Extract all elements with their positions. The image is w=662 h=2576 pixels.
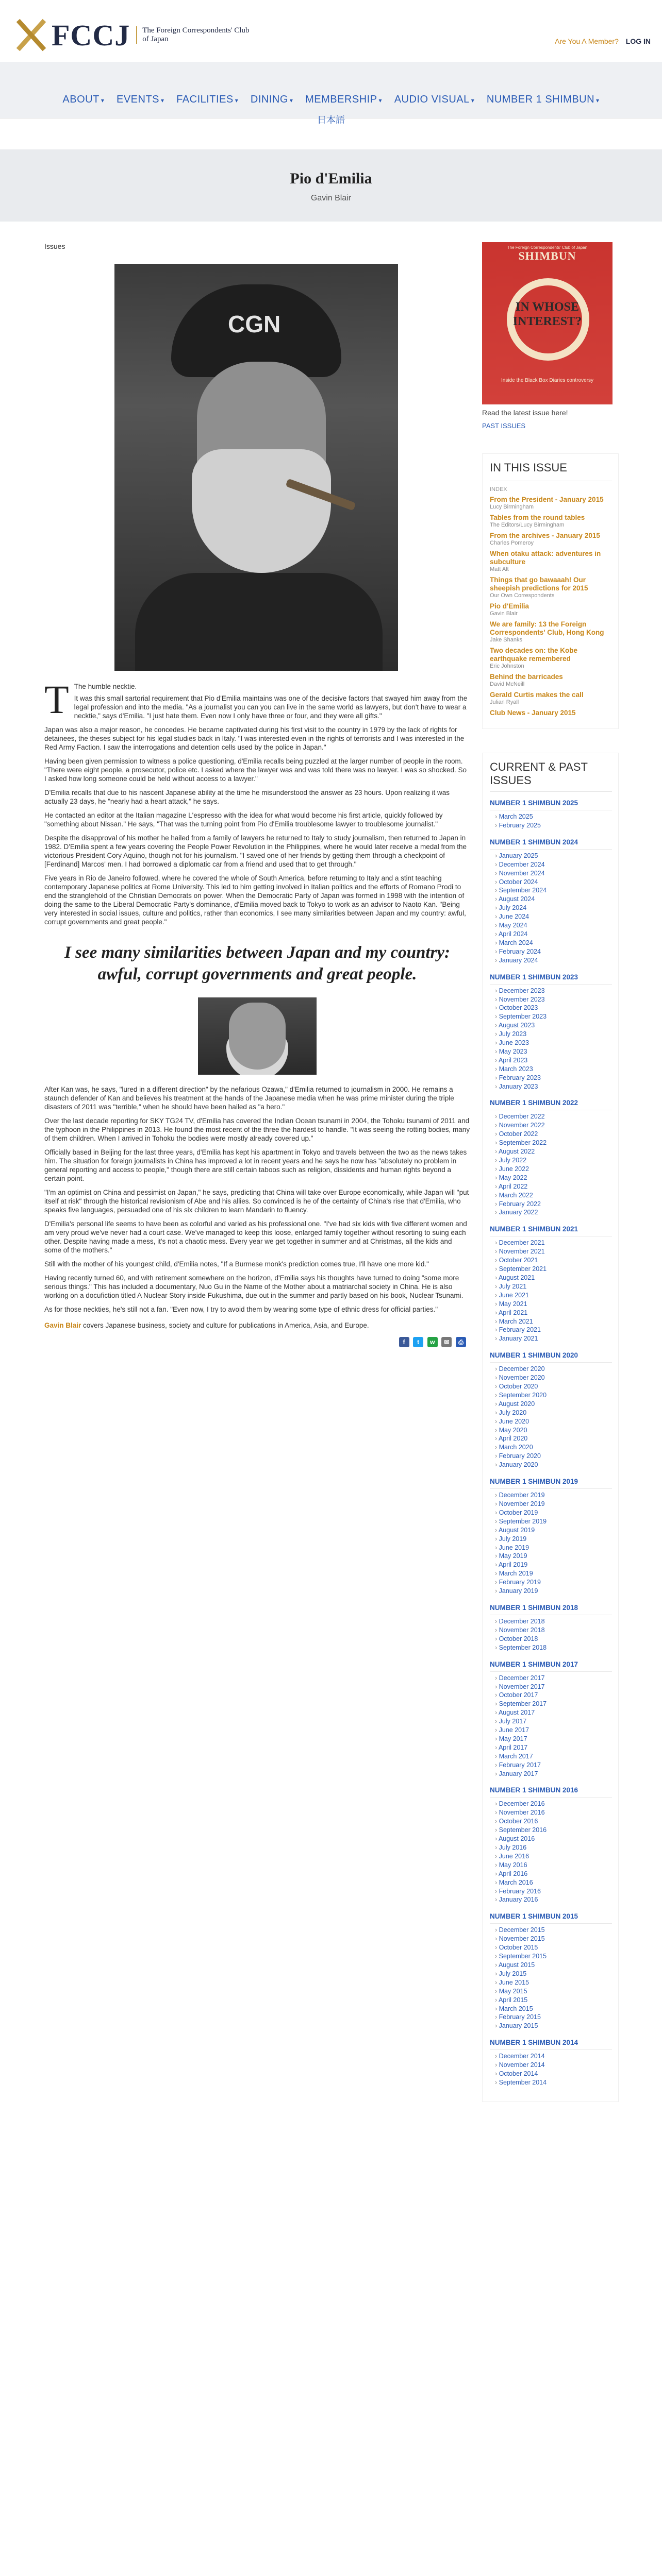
chevron-down-icon: ▾ [289, 97, 293, 104]
toc-item[interactable] [490, 496, 612, 511]
issue-month-link[interactable]: › January 2019 [490, 1587, 612, 1596]
secondary-photo [198, 997, 317, 1075]
issue-month-link[interactable]: › March 2015 [490, 2005, 612, 2013]
issue-month-link[interactable]: › December 2021 [490, 1239, 612, 1247]
issue-month-link[interactable]: › October 2024 [490, 878, 612, 887]
toc-item-author: David McNeill [490, 681, 525, 687]
issue-month-link[interactable]: › September 2023 [490, 1012, 612, 1021]
issue-year-link[interactable]: NUMBER 1 SHIMBUN 2018 [490, 1602, 612, 1615]
issue-month-link[interactable]: › April 2020 [490, 1434, 612, 1443]
main-nav [0, 62, 662, 125]
toc-item[interactable] [490, 691, 612, 706]
issue-month-link[interactable]: › July 2019 [490, 1535, 612, 1544]
paragraph: As for those neckties, he's still not a fan. "Even now, I try to avoid them by wearing some type of ethnic dress for official parties." [44, 1306, 438, 1313]
page-title: Pio d'Emilia [290, 170, 372, 187]
toc-item-author: Matt Alt [490, 566, 509, 572]
toc-item-author: Julian Ryall [490, 699, 519, 705]
issue-month-link[interactable]: › June 2015 [490, 1978, 612, 1987]
issue-month-link[interactable]: › November 2017 [490, 1683, 612, 1691]
issue-month-link[interactable]: › November 2023 [490, 995, 612, 1004]
issue-month-link[interactable]: › July 2015 [490, 1970, 612, 1978]
issue-year-group [490, 1097, 612, 1217]
logo-text: FCCJ [52, 18, 130, 52]
issue-month-link[interactable]: › February 2025 [490, 821, 612, 830]
toc-item[interactable] [490, 576, 612, 599]
issue-month-link[interactable]: › August 2020 [490, 1400, 612, 1409]
toc-item-author: Gavin Blair [490, 611, 518, 617]
issue-month-link[interactable]: › December 2016 [490, 1800, 612, 1808]
paragraph: D'Emilia recalls that due to his nascent Japanese ability at the time he misunderstood the answer as 23 hours. Upon realizing it was actually 23 days, he "nearly had a heart attack," he says. [44, 789, 450, 805]
issue-month-link[interactable]: › November 2024 [490, 869, 612, 878]
issue-month-link[interactable]: › May 2022 [490, 1174, 612, 1182]
nav-facilities[interactable]: FACILITIES ▾ [176, 94, 239, 105]
in-this-issue-box [482, 453, 619, 729]
issue-month-link[interactable]: › December 2020 [490, 1365, 612, 1374]
issue-month-link[interactable]: › February 2017 [490, 1761, 612, 1770]
issue-month-link[interactable]: › October 2016 [490, 1817, 612, 1826]
article-author[interactable]: Gavin Blair [310, 194, 352, 202]
print-icon[interactable]: ⎙ [456, 1337, 466, 1347]
issue-month-link[interactable]: › September 2024 [490, 886, 612, 895]
issue-month-link[interactable]: › March 2019 [490, 1569, 612, 1578]
divider [490, 791, 612, 792]
share-bar [44, 1337, 470, 1347]
issue-year-group [490, 1784, 612, 1904]
issue-month-link[interactable]: › July 2022 [490, 1156, 612, 1165]
paragraph: It was this small sartorial requirement that Pio d'Emilia maintains was one of the decisive factors that swayed him away from the legal profession and into the media. "As a journalist you can you can live in the same world as lawyers, but don't have to wear a necktie," says d'Emilia. "I just hate them. Even now I only have three or four, and they were all gifts." [74, 694, 468, 720]
issue-month-link[interactable]: › August 2023 [490, 1021, 612, 1030]
issue-year-link[interactable]: NUMBER 1 SHIMBUN 2025 [490, 797, 612, 810]
sidebar [482, 242, 619, 2102]
toc-item-title[interactable]: Club News - January 2015 [490, 709, 576, 717]
issue-year-group [490, 836, 612, 965]
issue-month-link[interactable]: › March 2017 [490, 1752, 612, 1761]
issue-month-link[interactable]: › June 2017 [490, 1726, 612, 1735]
issue-year-link[interactable]: NUMBER 1 SHIMBUN 2016 [490, 1784, 612, 1798]
issue-month-link[interactable]: › March 2016 [490, 1878, 612, 1887]
issue-month-link[interactable]: › June 2016 [490, 1852, 612, 1861]
issue-month-link[interactable]: › November 2018 [490, 1626, 612, 1635]
toc-list [490, 496, 612, 717]
nav-about[interactable]: ABOUT ▾ [62, 94, 105, 105]
author-note [44, 1321, 470, 1330]
cover-mast-small: The Foreign Correspondents' Club of Japan [507, 245, 588, 250]
issue-year-group [490, 1910, 612, 2030]
issue-month-link[interactable]: › July 2020 [490, 1409, 612, 1417]
first-line: The humble necktie. [74, 683, 137, 690]
toc-item[interactable] [490, 532, 612, 547]
article-main [44, 242, 470, 1347]
drop-cap: T [44, 677, 69, 722]
issue-year-group [490, 1476, 612, 1596]
cover-masthead: SHIMBUN [518, 249, 576, 262]
toc-item[interactable] [490, 647, 612, 670]
issue-year-link[interactable]: NUMBER 1 SHIMBUN 2020 [490, 1349, 612, 1363]
toc-item-title[interactable]: Behind the barricades [490, 673, 563, 681]
toc-item-title[interactable]: Tables from the round tables [490, 514, 585, 521]
toc-item-author: Charles Pomeroy [490, 540, 534, 546]
issue-year-group [490, 1223, 612, 1343]
issue-month-link[interactable]: › November 2014 [490, 2061, 612, 2070]
issue-month-link[interactable]: › February 2024 [490, 947, 612, 956]
issue-month-link[interactable]: › March 2021 [490, 1317, 612, 1326]
issue-month-link[interactable]: › February 2021 [490, 1326, 612, 1334]
issue-month-link[interactable]: › December 2019 [490, 1491, 612, 1500]
opening-paragraph [44, 677, 470, 722]
issue-month-link[interactable]: › June 2020 [490, 1417, 612, 1426]
nav-events[interactable]: EVENTS ▾ [116, 94, 164, 105]
issue-month-link[interactable]: › August 2016 [490, 1835, 612, 1843]
article-titlebar [0, 149, 662, 222]
toc-item[interactable] [490, 709, 612, 717]
issue-month-link[interactable]: › May 2023 [490, 1047, 612, 1056]
chevron-down-icon: ▾ [378, 97, 383, 104]
issue-month-link[interactable]: › December 2018 [490, 1617, 612, 1626]
issue-month-link[interactable]: › October 2021 [490, 1256, 612, 1265]
chevron-down-icon: ▾ [161, 97, 164, 104]
toc-item[interactable] [490, 620, 612, 643]
toc-item-title[interactable]: Two decades on: the Kobe earthquake remembered [490, 647, 578, 663]
issue-month-link[interactable]: › October 2015 [490, 1943, 612, 1952]
paragraph: Still with the mother of his youngest child, d'Emilia notes, "If a Burmese monk's prediction comes true, I'll have one more kid." [44, 1260, 429, 1268]
toc-item-title[interactable]: We are family: 13 the Foreign Correspondents' Club, Hong Kong [490, 620, 604, 636]
in-this-issue-title: IN THIS ISSUE [490, 461, 567, 474]
issue-month-link[interactable]: › May 2016 [490, 1861, 612, 1870]
issue-month-link[interactable]: › February 2019 [490, 1578, 612, 1587]
toc-item-title[interactable]: From the President - January 2015 [490, 496, 604, 503]
paragraph: Having recently turned 60, and with retirement somewhere on the horizon, d'Emilia says his thoughts have turned to doing "some more serious things." This has included a documentary, Nuo Gu in the Name of the Mother about a matriarchal society in China. He is also working on a docufiction titled A Nuclear Story inside Fukushima, due out in the summer and partly based on his book, Nuclear Tsunami. [44, 1274, 464, 1299]
whatsapp-icon[interactable]: w [427, 1337, 438, 1347]
issue-month-link[interactable]: › January 2022 [490, 1208, 612, 1217]
issue-month-link[interactable]: › December 2024 [490, 860, 612, 869]
nav-audio-visual[interactable]: AUDIO VISUAL ▾ [394, 94, 475, 105]
toc-item[interactable] [490, 514, 612, 529]
toc-item-author: Jake Shanks [490, 637, 522, 643]
paragraph: After Kan was, he says, "lured in a different direction" by the nefarious Ozawa," d'Emilia returned to journalism in 2000. He remains a staunch defender of Kan and believes his treatment at the hands of the Japanese media when he was prime minister during the triple disasters of 2011 was "terrible," when he should have been hailed as "a hero." [44, 1086, 454, 1111]
toc-item[interactable] [490, 602, 612, 617]
issue-month-link[interactable]: › April 2022 [490, 1182, 612, 1191]
issue-month-link[interactable]: › August 2021 [490, 1274, 612, 1282]
section-label[interactable]: Issues [44, 242, 65, 250]
issue-year-group [490, 971, 612, 1091]
chevron-down-icon: ▾ [596, 97, 600, 104]
issue-month-link[interactable]: › November 2022 [490, 1121, 612, 1130]
paragraph: He contacted an editor at the Italian magazine L'espresso with the idea for what would become his first article, quickly followed by "something about Nissan." He says, "That was the turning point from Pio d'Emilia troublesome lawyer to troublesome journalist." [44, 811, 443, 828]
member-area [555, 37, 651, 45]
issue-month-link[interactable]: › October 2018 [490, 1635, 612, 1643]
issue-month-link[interactable]: › October 2023 [490, 1004, 612, 1012]
toc-item-author: Eric Johnston [490, 663, 524, 669]
issue-month-link[interactable]: › November 2015 [490, 1935, 612, 1943]
issue-month-link[interactable]: › November 2016 [490, 1808, 612, 1817]
latest-issue-cover[interactable] [482, 242, 619, 404]
nav-dining[interactable]: DINING ▾ [250, 94, 293, 105]
issue-month-link[interactable]: › August 2015 [490, 1961, 612, 1970]
toc-item-title[interactable]: Things that go bawaaah! Our sheepish predictions for 2015 [490, 576, 588, 592]
issue-month-link[interactable]: › April 2021 [490, 1309, 612, 1317]
issue-month-link[interactable]: › September 2021 [490, 1265, 612, 1274]
issue-month-link[interactable]: › September 2022 [490, 1139, 612, 1147]
issue-month-link[interactable]: › August 2024 [490, 895, 612, 904]
issue-year-link[interactable]: NUMBER 1 SHIMBUN 2014 [490, 2037, 612, 2050]
issue-month-link[interactable]: › August 2022 [490, 1147, 612, 1156]
issue-month-link[interactable]: › October 2020 [490, 1382, 612, 1391]
issue-month-link[interactable]: › December 2014 [490, 2052, 612, 2061]
nav-membership[interactable]: MEMBERSHIP ▾ [305, 94, 383, 105]
site-header [0, 0, 662, 62]
issue-month-link[interactable]: › December 2023 [490, 987, 612, 995]
issue-month-link[interactable]: › January 2024 [490, 956, 612, 965]
issue-year-group [490, 797, 612, 830]
twitter-icon[interactable]: t [413, 1337, 423, 1347]
issue-month-link[interactable]: › May 2024 [490, 921, 612, 930]
paragraph: D'Emilia's personal life seems to have been as colorful and varied as his professional one. "I've had six kids with five different women and am very proud we've never had a court case. We've managed to keep this loose, enlarged family together without resorting to suing each other. Despite having made a mess, it's not a chaotic mess. Every year we get together in summer and at Christmas, all the kids and some of the mothers." [44, 1220, 467, 1254]
issue-month-link[interactable]: › January 2020 [490, 1461, 612, 1469]
issue-month-link[interactable]: › April 2019 [490, 1561, 612, 1569]
issue-month-link[interactable]: › March 2023 [490, 1065, 612, 1074]
paragraph: Despite the disapproval of his mother he hailed from a family of lawyers he returned to Italy to study journalism, then returned to Japan in 1982. D'Emilia spent a few years covering the People Power Revolution in the Philippines, where he would later receive a medal from the victorious President Cory Aquino, though not for his journalism. "I saved one of her friends by getting them through a checkpoint of [Ferdinand] Marcos' men. I had borrowed a diplomatic car from a friend and used that to get through." [44, 834, 467, 868]
issues-list [490, 797, 612, 2087]
issue-month-link[interactable]: › October 2022 [490, 1130, 612, 1139]
toc-item[interactable] [490, 673, 612, 688]
toc-item[interactable] [490, 550, 612, 573]
nav-number1-shimbun[interactable]: NUMBER 1 SHIMBUN ▾ [486, 94, 600, 105]
issue-month-link[interactable]: › February 2022 [490, 1200, 612, 1209]
issue-month-link[interactable]: › March 2024 [490, 939, 612, 947]
issue-month-link[interactable]: › June 2022 [490, 1165, 612, 1174]
issue-month-link[interactable]: › June 2024 [490, 912, 612, 921]
issue-month-link[interactable]: › July 2021 [490, 1282, 612, 1291]
issue-month-link[interactable]: › September 2014 [490, 2078, 612, 2087]
issue-month-link[interactable]: › December 2022 [490, 1112, 612, 1121]
issue-year-group [490, 1349, 612, 1469]
toc-item-title[interactable]: Gerald Curtis makes the call [490, 691, 584, 699]
chevron-down-icon: ▾ [101, 97, 105, 104]
issue-month-link[interactable]: › January 2016 [490, 1895, 612, 1904]
issue-month-link[interactable]: › July 2016 [490, 1843, 612, 1852]
issue-month-link[interactable]: › October 2017 [490, 1691, 612, 1700]
issue-year-group [490, 1658, 612, 1778]
paragraph: Five years in Rio de Janeiro followed, where he covered the whole of South America, before returning to Italy and a stint teaching contemporary Japanese politics at Rome University. This led to him getting involved in Italian politics and the efforts of Romano Prodi to end the stranglehold of the Christian Democrats on power. When the Democratic Party of Japan was formed in 1998 with the intention of doing the same to the Liberal Democratic Party's dominance, d'Emilia moved back to Tokyo to work as an advisor to Naoto Kan. "Being very interested in social issues, culture and politics, rather than economics, I see many similarities between Japan and my country: awful, corrupt governments and great people." [44, 874, 466, 926]
paragraph: Over the last decade reporting for SKY TG24 TV, d'Emilia has covered the Indian Ocean tsunami in 2004, the Tohoku tsunami of 2011 and the typhoon in the Philippines in 2013. He found the most recent of the three the hardest to handle. "It was seeing the rotting bodies, many of them children. When I arrived in Tohoku the bodies were mostly already covered up." [44, 1117, 470, 1142]
issue-month-link[interactable]: › January 2021 [490, 1334, 612, 1343]
issue-month-link[interactable]: › September 2018 [490, 1643, 612, 1652]
issue-month-link[interactable]: › October 2014 [490, 2070, 612, 2078]
issue-month-link[interactable]: › February 2023 [490, 1074, 612, 1082]
issue-month-link[interactable]: › January 2025 [490, 852, 612, 860]
issue-year-link[interactable]: NUMBER 1 SHIMBUN 2024 [490, 836, 612, 850]
issue-month-link[interactable]: › August 2019 [490, 1526, 612, 1535]
issue-month-link[interactable]: › November 2019 [490, 1500, 612, 1509]
toc-item-author: Lucy Birmingham [490, 504, 534, 510]
issue-month-link[interactable]: › May 2020 [490, 1426, 612, 1435]
past-issues-link[interactable]: PAST ISSUES [482, 422, 526, 430]
issue-year-link[interactable]: NUMBER 1 SHIMBUN 2017 [490, 1658, 612, 1672]
pull-quote: I see many similarities between Japan and my country: awful, corrupt governments and great people. [64, 943, 450, 984]
issue-month-link[interactable]: › November 2021 [490, 1247, 612, 1256]
issue-month-link[interactable]: › March 2020 [490, 1443, 612, 1452]
issue-month-link[interactable]: › April 2023 [490, 1056, 612, 1065]
issue-year-link[interactable]: NUMBER 1 SHIMBUN 2023 [490, 971, 612, 985]
issue-month-link[interactable]: › April 2017 [490, 1743, 612, 1752]
issue-month-link[interactable]: › January 2023 [490, 1082, 612, 1091]
issue-month-link[interactable]: › April 2016 [490, 1870, 612, 1878]
issues-title: CURRENT & PAST ISSUES [490, 760, 588, 787]
issue-month-link[interactable]: › July 2024 [490, 904, 612, 912]
issue-month-link[interactable]: › February 2016 [490, 1887, 612, 1896]
index-label: INDEX [490, 486, 507, 493]
cover-caption: Read the latest issue here! [482, 409, 568, 417]
issue-month-link[interactable]: › September 2017 [490, 1700, 612, 1708]
issues-box [482, 753, 619, 2102]
issue-month-link[interactable]: › June 2019 [490, 1544, 612, 1552]
issue-month-link[interactable]: › September 2019 [490, 1517, 612, 1526]
author-note-name[interactable]: Gavin Blair [44, 1321, 81, 1329]
paragraph: Officially based in Beijing for the last three years, d'Emilia has kept his apartment in Tokyo and travels between the two as the news takes him. The situation for foreign journalists in China has improved a lot in recent years and he says he now has "absolutely no problem in general reporting and access to people," though there are still certain taboos such as religion, dissidents and human rights beyond a certain point. [44, 1148, 467, 1182]
issue-month-link[interactable]: › September 2016 [490, 1826, 612, 1835]
cover-inside: Inside the Black Box Diaries controversy [501, 378, 593, 383]
toc-item-author: Our Own Correspondents [490, 592, 555, 599]
toc-item-title[interactable]: When otaku attack: adventures in subculture [490, 550, 601, 566]
toc-item-author: The Editors/Lucy Birmingham [490, 522, 565, 528]
issue-month-link[interactable]: › November 2020 [490, 1374, 612, 1382]
issue-month-link[interactable]: › July 2017 [490, 1717, 612, 1726]
login-link[interactable]: LOG IN [625, 37, 651, 45]
paragraph: Japan was also a major reason, he concedes. He became captivated during his first visit to the country in 1979 by the lack of rights for detainees, the theses subject for his legal studies back in Italy. "I was interested even in the rights of terrorists and I was interested in the Red Army Faction. I saw the interrogations and detention cells used by the police in Japan." [44, 726, 465, 751]
issue-year-link[interactable]: NUMBER 1 SHIMBUN 2021 [490, 1223, 612, 1236]
cover-headline: IN WHOSE INTEREST? [512, 300, 582, 328]
issue-month-link[interactable]: › June 2021 [490, 1291, 612, 1300]
issue-month-link[interactable]: › September 2015 [490, 1952, 612, 1961]
issue-month-link[interactable]: › September 2020 [490, 1391, 612, 1400]
issue-month-link[interactable]: › December 2015 [490, 1926, 612, 1935]
toc-item-title[interactable]: Pio d'Emilia [490, 602, 529, 610]
paragraph: Having been given permission to witness a police questioning, d'Emilia recalls being puzzled at the larger number of people in the room. "There were eight people, a prosecutor, police etc. I asked where the lawyer was and was told there was no lawyer. I was so shocked. So I asked how long someone could be held without access to a lawyer." [44, 757, 467, 783]
chevron-down-icon: ▾ [471, 97, 475, 104]
issue-month-link[interactable]: › August 2017 [490, 1708, 612, 1717]
issue-month-link[interactable]: › May 2015 [490, 1987, 612, 1996]
member-question-link[interactable]: Are You A Member? [555, 37, 619, 45]
issue-month-link[interactable]: › March 2025 [490, 812, 612, 821]
toc-item-title[interactable]: From the archives - January 2015 [490, 532, 600, 539]
issue-month-link[interactable]: › February 2015 [490, 2013, 612, 2022]
issue-year-link[interactable]: NUMBER 1 SHIMBUN 2019 [490, 1476, 612, 1489]
author-note-text: covers Japanese business, society and culture for publications in America, Asia, and Europe. [81, 1321, 369, 1329]
email-icon[interactable]: ✉ [441, 1337, 452, 1347]
issue-month-link[interactable]: › May 2017 [490, 1735, 612, 1743]
issue-month-link[interactable]: › October 2019 [490, 1509, 612, 1517]
issue-year-link[interactable]: NUMBER 1 SHIMBUN 2015 [490, 1910, 612, 1924]
issue-month-link[interactable]: › May 2021 [490, 1300, 612, 1309]
paragraph: "I'm an optimist on China and pessimist on Japan," he says, predicting that China will take over Europe economically, while Japan will "put itself at risk" through the historical revisionism of Abe and his allies. So convinced is he of the certainty of China's rise that d'Emilia, who speaks five languages, persuaded one of his six children to learn Mandarin to fluency. [44, 1189, 469, 1214]
portrait-photo: CGN [114, 264, 398, 671]
issue-year-group [490, 1602, 612, 1652]
issue-month-link[interactable]: › December 2017 [490, 1674, 612, 1683]
issue-year-link[interactable]: NUMBER 1 SHIMBUN 2022 [490, 1097, 612, 1110]
issue-month-link[interactable]: › May 2019 [490, 1552, 612, 1561]
crossed-pens-icon [11, 15, 51, 55]
chevron-down-icon: ▾ [235, 97, 239, 104]
article-body [44, 677, 470, 1314]
issue-month-link[interactable]: › April 2015 [490, 1996, 612, 2005]
issue-month-link[interactable]: › January 2017 [490, 1770, 612, 1778]
issue-month-link[interactable]: › January 2015 [490, 2022, 612, 2030]
issue-month-link[interactable]: › June 2023 [490, 1039, 612, 1047]
issue-month-link[interactable]: › March 2022 [490, 1191, 612, 1200]
facebook-icon[interactable]: f [399, 1337, 409, 1347]
language-switch[interactable]: 日本語 [317, 115, 345, 125]
magazine-cover[interactable] [482, 242, 613, 404]
logo-subtitle: The Foreign Correspondents' Club of Japan [136, 26, 249, 44]
issue-year-group [490, 2037, 612, 2087]
issue-month-link[interactable]: › February 2020 [490, 1452, 612, 1461]
issue-month-link[interactable]: › April 2024 [490, 930, 612, 939]
fccj-logo[interactable] [11, 15, 249, 55]
issue-month-link[interactable]: › July 2023 [490, 1030, 612, 1039]
